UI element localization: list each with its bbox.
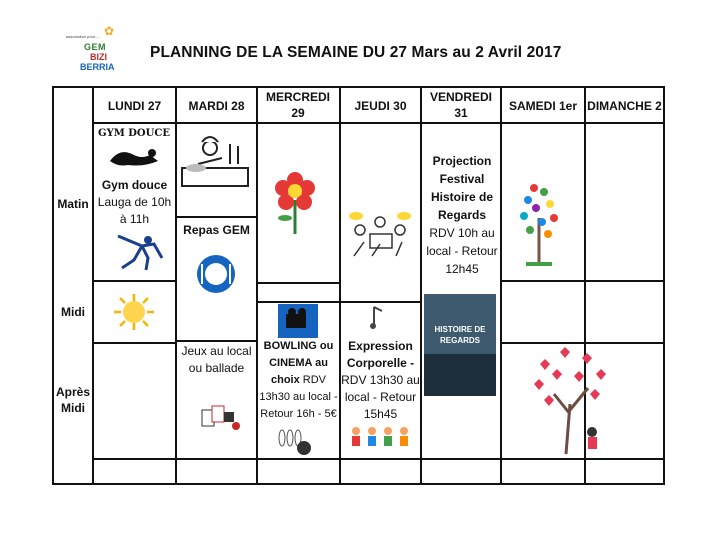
vendredi-activity-detail: RDV 10h au local - Retour 12h45	[426, 226, 498, 276]
day-header-mercredi: MERCREDI 29	[265, 90, 330, 120]
gym-douce-banner: GYM DOUCE	[98, 128, 170, 139]
day-header-vendredi: VENDREDI 31	[430, 90, 493, 120]
mardi-activity: Jeux au local ou ballade	[181, 344, 252, 375]
festival-poster-title: HISTOIRE DE REGARDS	[434, 325, 486, 345]
colorful-tree-icon	[514, 178, 564, 270]
mardi-repas: Repas GEM	[183, 223, 250, 237]
jeudi-activity-detail: RDV 13h30 au local - Retour 15h45	[341, 373, 420, 421]
lundi-activity-detail: Lauga de 10h à 11h	[97, 195, 172, 226]
gem-logo	[60, 22, 124, 74]
page-title: PLANNING DE LA SEMAINE DU 27 Mars au 2 Avril 2017	[150, 44, 562, 61]
day-header-samedi: SAMEDI 1er	[508, 99, 578, 113]
mercredi-activity	[258, 338, 339, 423]
row-label-matin: Matin	[57, 197, 89, 211]
row-label-midi: Midi	[61, 305, 85, 319]
vendredi-activity-title: Projection Festival Histoire de Regards	[430, 154, 493, 222]
mercredi-activity-title: BOWLING ou CINEMA au choix	[263, 340, 334, 386]
day-header-mardi: MARDI 28	[188, 99, 245, 113]
gymnast-icon	[112, 232, 164, 272]
dancing-kids-icon	[348, 426, 414, 452]
logo-bizi: BIZI	[90, 52, 107, 62]
group-meeting-illustration	[346, 210, 414, 266]
logo-caption: association pour ...	[66, 34, 100, 39]
mercredi-activity-detail: RDV 13h30 au local - Retour 16h - 5€	[259, 374, 338, 420]
cards-dice-icon	[198, 402, 242, 434]
festival-poster	[424, 294, 496, 396]
logo-gem: GEM	[84, 42, 107, 52]
day-header-jeudi: JEUDI 30	[354, 99, 407, 113]
day-header-dimanche: DIMANCHE 2	[587, 99, 662, 113]
flower-icon	[270, 170, 320, 236]
heart-tree-icon	[530, 344, 610, 456]
bowling-icon	[276, 428, 314, 456]
gym-douce-illustration	[96, 128, 172, 174]
cinema-icon	[278, 304, 318, 338]
row-label-apres-midi: Après Midi	[56, 385, 91, 415]
sun-icon	[112, 292, 156, 332]
chef-cooking-illustration	[180, 134, 252, 194]
jeudi-activity	[341, 338, 420, 423]
plate-icon	[196, 254, 236, 294]
music-note-icon	[368, 305, 386, 331]
logo-berria: BERRIA	[80, 62, 115, 72]
day-header-lundi: LUNDI 27	[107, 99, 162, 113]
lundi-activity-title: Gym douce	[101, 178, 168, 192]
jeudi-activity-title: Expression Corporelle -	[346, 339, 415, 370]
butterfly-icon: ✿	[104, 24, 115, 38]
